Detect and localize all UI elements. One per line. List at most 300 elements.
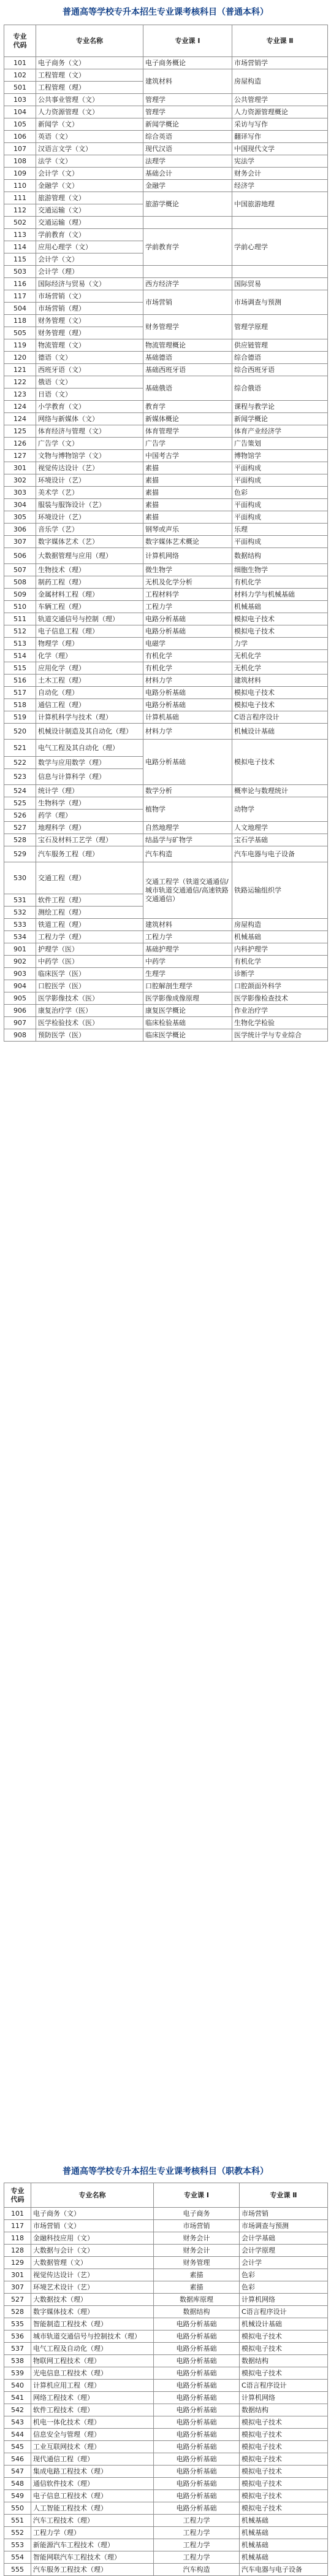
cell-code: 110: [4, 180, 36, 192]
cell-course2: C语言程序设计: [232, 711, 328, 724]
cell-course1: 管理学: [143, 94, 232, 106]
cell-course2: 平面构成: [232, 462, 328, 474]
cell-course1: 管理学: [143, 106, 232, 118]
cell-name: 物理学（理）: [36, 638, 143, 650]
cell-course2: 管理学原理: [232, 315, 328, 339]
cell-course2: 宝石学基础: [232, 834, 328, 846]
cell-course1: 汽车构造: [154, 2564, 240, 2576]
table-row: [4, 438, 328, 450]
vocational-section-title: 普通高等学校专升本招生专业课考核科目（职教本科）: [63, 2167, 268, 2176]
cell-course2: 综合西班牙语: [232, 364, 328, 376]
cell-name: 金融科技应用（文）: [31, 2232, 154, 2245]
table-row: [4, 2478, 328, 2490]
table-row: [4, 192, 328, 204]
cell-name: 机械设计制造及其自动化（理）: [36, 724, 143, 740]
cell-course2: 力学: [232, 638, 328, 650]
cell-name: 化学（理）: [36, 650, 143, 662]
table-row: [4, 2367, 328, 2380]
cell-code: 518: [4, 699, 36, 711]
cell-course1: 电子商务: [154, 2208, 240, 2220]
cell-code: 538: [4, 2355, 31, 2367]
table-row: [4, 315, 328, 327]
cell-name: 制药工程（理）: [36, 576, 143, 589]
cell-course2: 诊断学: [232, 968, 328, 980]
cell-name: 大数据管理（文）: [31, 2257, 154, 2269]
cell-course2: 模拟电子技术: [240, 2343, 328, 2355]
cell-code: 101: [4, 2208, 31, 2220]
header-name: 专业名称: [36, 25, 143, 57]
header-course1: 专业课 Ⅰ: [154, 2183, 240, 2208]
cell-name: 通信软件技术（理）: [31, 2478, 154, 2490]
cell-code: 908: [4, 1029, 36, 1042]
cell-name: 电气工程及其自动化（理）: [36, 740, 143, 757]
cell-course2: 模拟电子技术: [232, 613, 328, 625]
table-row: [4, 650, 328, 662]
cell-code: 551: [4, 2515, 31, 2527]
table-row: [4, 2318, 328, 2330]
cell-course1: 素描: [143, 462, 232, 474]
cell-course2: 房屋构造: [232, 69, 328, 94]
table-row: [4, 2355, 328, 2367]
table-row: [4, 931, 328, 943]
table-row: [4, 980, 328, 992]
cell-course1: 电路分析基础: [154, 2343, 240, 2355]
cell-code: 526: [4, 810, 36, 822]
cell-course2: 市场调查与预测: [240, 2220, 328, 2232]
cell-name: 机电一体化技术（理）: [31, 2416, 154, 2429]
cell-course2: 模拟电子技术: [232, 699, 328, 711]
cell-course1: 基础护理学: [143, 943, 232, 956]
cell-course1: 电路分析基础: [143, 613, 232, 625]
cell-code: 534: [4, 931, 36, 943]
table-row: [4, 364, 328, 376]
cell-name: 工业互联网技术（理）: [31, 2441, 154, 2453]
cell-code: 510: [4, 601, 36, 613]
cell-course1: 医学影像成像原理: [143, 992, 232, 1005]
table-row: [4, 180, 328, 192]
cell-name: 测绘工程（理）: [36, 907, 143, 919]
cell-course2: 铁路运输组织学: [232, 862, 328, 919]
cell-name: 汽车工程技术（理）: [31, 2515, 154, 2527]
cell-course2: 模拟电子技术: [240, 2429, 328, 2441]
table-row: [4, 536, 328, 548]
cell-name: 临床医学（医）: [36, 968, 143, 980]
table-row: [4, 69, 328, 82]
cell-code: 307: [4, 536, 36, 548]
table-row: [4, 548, 328, 564]
cell-course1: 金融学: [143, 180, 232, 192]
cell-course2: 色彩: [240, 2281, 328, 2294]
cell-course2: 财务会计: [232, 168, 328, 180]
cell-course1: 电路分析基础: [154, 2367, 240, 2380]
table-row: [4, 413, 328, 425]
cell-name: 软件工程（理）: [36, 894, 143, 907]
cell-course1: 电路分析基础: [143, 740, 232, 785]
cell-name: 预防医学（医）: [36, 1029, 143, 1042]
cell-course1: 临床检验基础: [143, 1017, 232, 1029]
cell-code: 112: [4, 204, 36, 217]
cell-course1: 中国考古学: [143, 450, 232, 462]
table-row: [4, 1029, 328, 1042]
table-header-row: [4, 2183, 328, 2208]
cell-code: 126: [4, 438, 36, 450]
cell-code: 114: [4, 241, 36, 253]
cell-course1: 结晶学与矿物学: [143, 834, 232, 846]
table-row: [4, 724, 328, 740]
table-row: [4, 2392, 328, 2404]
table-row: [4, 2416, 328, 2429]
cell-name: 电子信息工程（理）: [36, 625, 143, 638]
cell-code: 905: [4, 992, 36, 1005]
cell-course1: 电路分析基础: [154, 2453, 240, 2466]
cell-course2: 生物化学检验: [232, 1017, 328, 1029]
table-row: [4, 106, 328, 118]
cell-code: 121: [4, 364, 36, 376]
cell-course2: 作业治疗学: [232, 1005, 328, 1017]
cell-code: 532: [4, 907, 36, 919]
cell-course1: 生理学: [143, 968, 232, 980]
ordinary-course-table: [4, 25, 328, 1042]
cell-name: 应用心理学（文）: [36, 241, 143, 253]
cell-course1: 数据结构: [154, 2306, 240, 2318]
table-row: [4, 2490, 328, 2502]
cell-name: 新闻学（文）: [36, 118, 143, 131]
table-row: [4, 992, 328, 1005]
cell-name: 中药学（医）: [36, 956, 143, 968]
table-row: [4, 687, 328, 699]
table-row: [4, 1017, 328, 1029]
cell-course1: 电磁学: [143, 638, 232, 650]
cell-course1: 电路分析基础: [143, 625, 232, 638]
table-row: [4, 2269, 328, 2281]
table-row: [4, 2551, 328, 2564]
cell-course1: 财务会计: [154, 2245, 240, 2257]
cell-course1: 自然地理学: [143, 822, 232, 834]
cell-course1: 工程力学: [143, 931, 232, 943]
cell-course2: 国际贸易: [232, 278, 328, 290]
cell-code: 531: [4, 894, 36, 907]
cell-course1: 植物学: [143, 797, 232, 822]
cell-course1: 电路分析基础: [154, 2380, 240, 2392]
table-row: [4, 2453, 328, 2466]
cell-code: 304: [4, 499, 36, 511]
cell-course2: 中国旅游地理: [232, 192, 328, 217]
cell-course2: 计算机网络: [240, 2294, 328, 2306]
table-header-row: [4, 25, 328, 57]
table-row: [4, 474, 328, 487]
cell-course2: 公共管理学: [232, 94, 328, 106]
cell-name: 法学（文）: [36, 155, 143, 168]
cell-name: 汽车服务工程（理）: [36, 846, 143, 862]
cell-name: 物流管理（文）: [36, 339, 143, 352]
cell-code: 523: [4, 769, 36, 785]
cell-name: 城市轨道交通信号与控制技术（理）: [31, 2330, 154, 2343]
cell-name: 市场营销（文）: [36, 290, 143, 303]
cell-course1: 素描: [154, 2269, 240, 2281]
cell-name: 视觉传达设计（艺）: [36, 462, 143, 474]
cell-course1: 电路分析基础: [143, 687, 232, 699]
table-row: [4, 2441, 328, 2453]
table-row: [4, 2429, 328, 2441]
table-row: [4, 576, 328, 589]
cell-course2: 学前心理学: [232, 229, 328, 266]
cell-name: 视觉传达设计（艺）: [31, 2269, 154, 2281]
cell-code: 542: [4, 2404, 31, 2416]
cell-code: 503: [4, 266, 36, 278]
cell-name: 会计学（文）: [36, 168, 143, 180]
cell-name: 新能源汽车工程技术（理）: [31, 2539, 154, 2551]
cell-course1: 中药学: [143, 956, 232, 968]
cell-course1: 新闻学概论: [143, 118, 232, 131]
table-row: [4, 699, 328, 711]
cell-code: 117: [4, 290, 36, 303]
cell-code: 108: [4, 155, 36, 168]
cell-name: 数字媒体艺术（艺）: [36, 536, 143, 548]
table-row: [4, 2343, 328, 2355]
cell-code: 540: [4, 2380, 31, 2392]
table-row: [4, 487, 328, 499]
cell-course1: 数学分析: [143, 785, 232, 797]
cell-name: 铁道工程（理）: [36, 919, 143, 931]
cell-course1: 电路分析基础: [154, 2441, 240, 2453]
cell-name: 电气工程及自动化（理）: [31, 2343, 154, 2355]
table-row: [4, 822, 328, 834]
cell-code: 116: [4, 278, 36, 290]
cell-code: 548: [4, 2478, 31, 2490]
cell-course2: 数据结构: [232, 548, 328, 564]
cell-course1: 建筑材料: [143, 69, 232, 94]
cell-course1: 汽车构造: [143, 846, 232, 862]
cell-course2: 会计学原理: [240, 2245, 328, 2257]
cell-course1: 数据库原理: [154, 2294, 240, 2306]
cell-code: 555: [4, 2564, 31, 2576]
cell-code: 104: [4, 106, 36, 118]
cell-course2: 翻译写作: [232, 131, 328, 143]
cell-code: 305: [4, 511, 36, 524]
cell-course1: 电路分析基础: [154, 2478, 240, 2490]
cell-code: 536: [4, 2330, 31, 2343]
cell-name: 通信工程（理）: [36, 699, 143, 711]
cell-course1: 素描: [143, 487, 232, 499]
cell-name: 软件工程技术（理）: [31, 2404, 154, 2416]
cell-course1: 工程力学: [154, 2539, 240, 2551]
table-row: [4, 2404, 328, 2416]
cell-code: 301: [4, 2269, 31, 2281]
cell-course1: 电路分析基础: [143, 699, 232, 711]
cell-name: 交通工程（理）: [36, 862, 143, 894]
cell-course2: 中国现代文学: [232, 143, 328, 155]
header-name: 专业名称: [31, 2183, 154, 2208]
header-course2: 专业课 Ⅱ: [240, 2183, 328, 2208]
cell-name: 德语（文）: [36, 352, 143, 364]
cell-code: 111: [4, 192, 36, 204]
cell-name: 交通运输（理）: [36, 217, 143, 229]
table-row: [4, 2294, 328, 2306]
cell-course2: 无机化学: [232, 650, 328, 662]
cell-code: 128: [4, 2245, 31, 2257]
cell-course2: 市场调查与预测: [232, 290, 328, 315]
cell-course1: 电子商务概论: [143, 57, 232, 69]
cell-course2: 市场营销学: [232, 57, 328, 69]
table-row: [4, 278, 328, 290]
cell-code: 124: [4, 401, 36, 413]
cell-course1: 建筑材料: [143, 919, 232, 931]
cell-course1: 电路分析基础: [154, 2429, 240, 2441]
cell-code: 903: [4, 968, 36, 980]
cell-code: 525: [4, 797, 36, 810]
cell-code: 504: [4, 303, 36, 315]
cell-course2: 机械基础: [232, 931, 328, 943]
table-row: [4, 785, 328, 797]
cell-name: 日语（文）: [36, 389, 143, 401]
cell-code: 303: [4, 487, 36, 499]
cell-course2: 汽车电器与电子设备: [232, 846, 328, 862]
cell-name: 网络工程技术（理）: [31, 2392, 154, 2404]
cell-code: 904: [4, 980, 36, 992]
cell-course2: 平面构成: [232, 474, 328, 487]
cell-code: 907: [4, 1017, 36, 1029]
cell-course2: 色彩: [232, 487, 328, 499]
cell-code: 509: [4, 589, 36, 601]
cell-course1: 计算机网络: [143, 548, 232, 564]
cell-course2: 宪法学: [232, 155, 328, 168]
cell-course1: 西方经济学: [143, 278, 232, 290]
table-row: [4, 797, 328, 810]
cell-course2: 模拟电子技术: [232, 740, 328, 785]
cell-code: 113: [4, 229, 36, 241]
cell-name: 光电信息工程技术（理）: [31, 2367, 154, 2380]
cell-code: 117: [4, 2220, 31, 2232]
cell-name: 广告学（文）: [36, 438, 143, 450]
cell-course2: 模拟电子技术: [232, 625, 328, 638]
table-row: [4, 155, 328, 168]
cell-course1: 电路分析基础: [154, 2330, 240, 2343]
cell-name: 大数据技术（理）: [31, 2294, 154, 2306]
cell-course1: 有机化学: [143, 650, 232, 662]
cell-course2: 建筑材料: [232, 675, 328, 687]
cell-name: 智能制造工程技术（理）: [31, 2318, 154, 2330]
cell-course2: 市场营销: [240, 2208, 328, 2220]
cell-code: 528: [4, 2306, 31, 2318]
cell-code: 106: [4, 131, 36, 143]
cell-name: 人工智能工程技术（理）: [31, 2502, 154, 2515]
cell-name: 地理科学（理）: [36, 822, 143, 834]
cell-course1: 电路分析基础: [154, 2392, 240, 2404]
table-row: [4, 376, 328, 389]
cell-name: 英语（文）: [36, 131, 143, 143]
cell-course1: 综合英语: [143, 131, 232, 143]
cell-name: 医学检验技术（医）: [36, 1017, 143, 1029]
table-row: [4, 956, 328, 968]
cell-course2: 机械设计基础: [232, 724, 328, 740]
cell-course1: 市场营销: [143, 290, 232, 315]
table-row: [4, 711, 328, 724]
cell-name: 大数据与会计（文）: [31, 2245, 154, 2257]
table-row: [4, 2515, 328, 2527]
cell-code: 124: [4, 413, 36, 425]
table-row: [4, 290, 328, 303]
cell-name: 智能网联汽车工程技术（理）: [31, 2551, 154, 2564]
cell-course2: 平面构成: [232, 511, 328, 524]
table-row: [4, 846, 328, 862]
header-code: 专业 代码: [4, 25, 36, 57]
cell-course1: 微生物学: [143, 564, 232, 576]
cell-course2: 人文地理学: [232, 822, 328, 834]
cell-code: 516: [4, 675, 36, 687]
table-row: [4, 2527, 328, 2539]
cell-course2: 无机化学: [232, 662, 328, 675]
cell-code: 522: [4, 757, 36, 769]
cell-course2: 机械基础: [240, 2527, 328, 2539]
cell-name: 信息与计算科学（理）: [36, 769, 143, 785]
cell-course2: 综合德语: [232, 352, 328, 364]
cell-name: 交通运输（文）: [36, 204, 143, 217]
table-row: [4, 143, 328, 155]
cell-course2: 广告策划: [232, 438, 328, 450]
table-row: [4, 968, 328, 980]
table-row: [4, 564, 328, 576]
cell-course1: 素描: [143, 474, 232, 487]
cell-name: 统计学（理）: [36, 785, 143, 797]
cell-code: 506: [4, 548, 36, 564]
cell-name: 自动化（理）: [36, 687, 143, 699]
cell-course1: 新媒体概论: [143, 413, 232, 425]
cell-name: 生物科学（理）: [36, 797, 143, 810]
cell-code: 511: [4, 613, 36, 625]
cell-code: 544: [4, 2429, 31, 2441]
cell-name: 大数据管理与应用（理）: [36, 548, 143, 564]
cell-course1: 财务管理: [154, 2257, 240, 2269]
cell-code: 508: [4, 576, 36, 589]
cell-course1: 交通工程学（铁道交通通信/城市轨道交通通信/高速铁路交通通信）: [143, 862, 232, 919]
cell-code: 550: [4, 2502, 31, 2515]
cell-name: 土木工程（理）: [36, 675, 143, 687]
cell-course2: 平面构成: [232, 499, 328, 511]
table-row: [4, 57, 328, 69]
cell-course2: 采访与写作: [232, 118, 328, 131]
cell-code: 519: [4, 711, 36, 724]
table-row: [4, 352, 328, 364]
cell-course2: 计算机网络: [240, 2392, 328, 2404]
cell-name: 会计学（文）: [36, 253, 143, 266]
cell-name: 音乐学（艺）: [36, 524, 143, 536]
cell-code: 543: [4, 2416, 31, 2429]
cell-course2: 模拟电子技术: [240, 2502, 328, 2515]
cell-course1: 素描: [143, 499, 232, 511]
cell-code: 527: [4, 822, 36, 834]
cell-course2: C语言程序设计: [240, 2380, 328, 2392]
cell-code: 549: [4, 2490, 31, 2502]
cell-course2: 机械基础: [240, 2515, 328, 2527]
cell-code: 118: [4, 2232, 31, 2245]
cell-name: 会计学（理）: [36, 266, 143, 278]
cell-course1: 法理学: [143, 155, 232, 168]
cell-code: 102: [4, 69, 36, 82]
cell-course2: [232, 217, 328, 229]
cell-name: 体育经济与管理（文）: [36, 425, 143, 438]
cell-code: 527: [4, 2294, 31, 2306]
table-row: [4, 662, 328, 675]
cell-code: 554: [4, 2551, 31, 2564]
table-row: [4, 425, 328, 438]
cell-course1: 基础德语: [143, 352, 232, 364]
cell-course2: 医学影像检查技术: [232, 992, 328, 1005]
table-row: [4, 2380, 328, 2392]
cell-course1: 材料力学: [143, 675, 232, 687]
cell-code: 127: [4, 450, 36, 462]
table-row: [4, 462, 328, 474]
cell-course2: 综合俄语: [232, 376, 328, 401]
